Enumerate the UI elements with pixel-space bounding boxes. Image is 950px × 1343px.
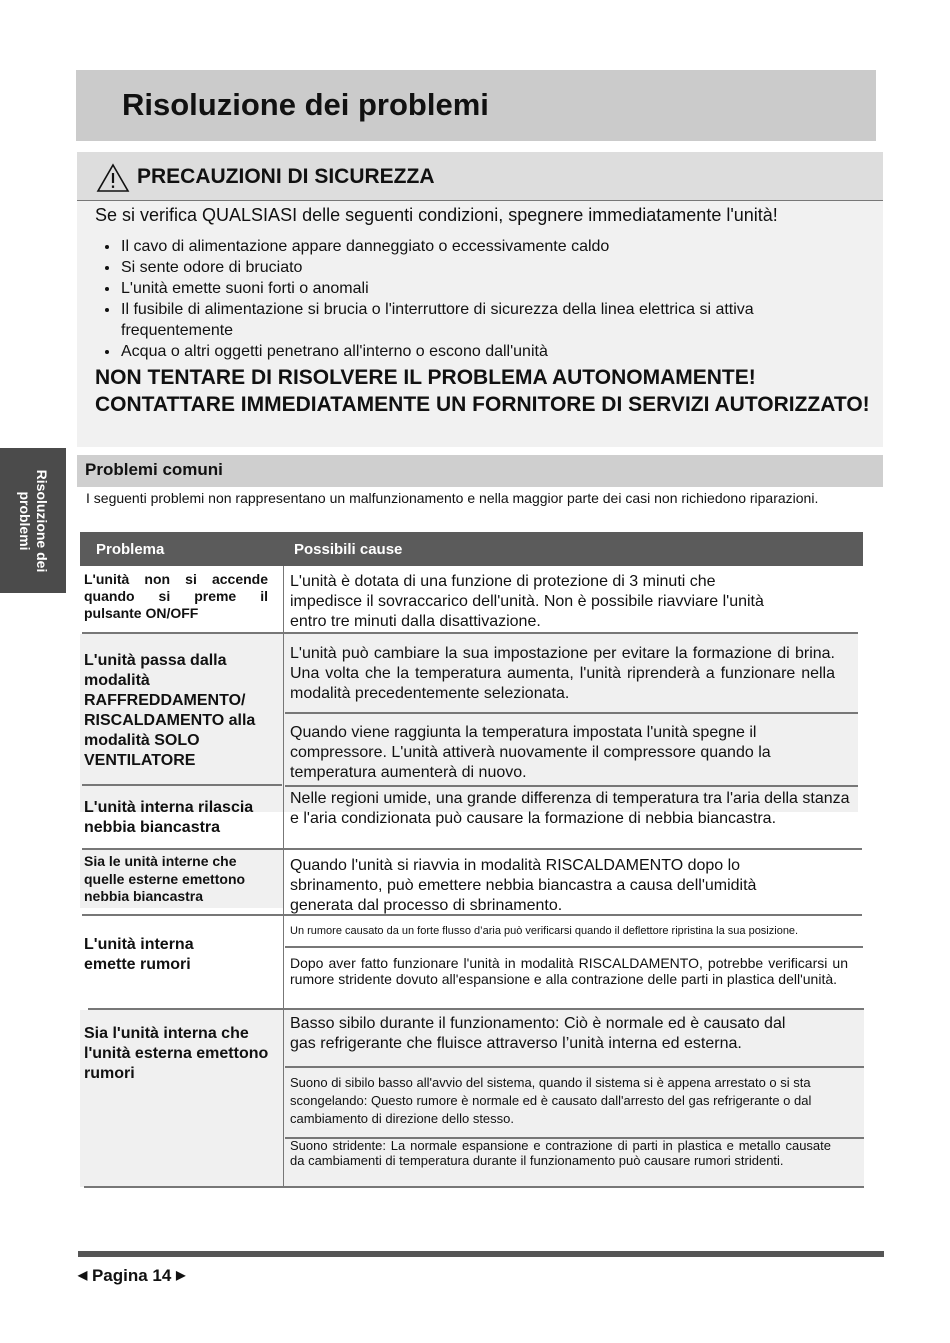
table-rule xyxy=(84,1186,864,1188)
table-rule xyxy=(82,632,858,634)
table-rule xyxy=(285,712,858,714)
problem-cell: Sia le unità interne che quelle esterne emettono nebbia biancastra xyxy=(84,853,246,904)
cause-cell: Suono di sibilo basso all'avvio del sistema, quando il sistema si è appena arrestato o si sta scongelando: Questo rumore è normale ed è causato dall'arresto del gas refrigerante o dal cambiamento di direzione dello stesso. xyxy=(290,1075,812,1126)
cause-cell: Suono stridente: La normale espansione e contrazione di parti in plastica e metallo causate da cambiamenti di temperatura durante il funzionamento può causare rumori stridenti. xyxy=(290,1138,831,1168)
table-rule xyxy=(82,848,862,850)
list-item: • L'unità emette suoni forti o anomali xyxy=(120,278,860,299)
problem-cell: L'unità passa dalla modalità RAFFREDDAMENTO/ RISCALDAMENTO alla modalità SOLO VENTILATORE xyxy=(84,652,256,769)
list-item: • Si sente odore di bruciato xyxy=(120,257,860,278)
table-rule xyxy=(285,1066,864,1068)
column-header-causes: Possibili cause xyxy=(294,541,403,558)
problem-cell: L'unità non si accende quando si preme il pulsante ON/OFF xyxy=(84,571,268,621)
page-number-label: Pagina 14 xyxy=(91,1266,172,1285)
page-title: Risoluzione dei problemi xyxy=(122,87,489,122)
problem-cell: L'unità interna emette rumori xyxy=(84,936,194,973)
next-page-icon[interactable]: ▶ xyxy=(176,1268,186,1282)
title-bar xyxy=(76,70,876,141)
table-rule xyxy=(82,784,282,786)
problem-cell: L'unità interna rilascia nebbia biancastra xyxy=(84,799,254,836)
column-header-problem: Problema xyxy=(96,541,165,558)
warning-icon xyxy=(96,163,130,193)
cause-cell: Basso sibilo durante il funzionamento: Ciò è normale ed è causato dal gas refrigerante che fluisce attraverso l’unità interna ed esterna. xyxy=(290,1015,786,1052)
common-problems-intro: I seguenti problemi non rappresentano un malfunzionamento e nella maggior parte dei casi non richiedono riparazioni. xyxy=(86,490,819,506)
cause-cell: L'unità può cambiare la sua impostazione per evitare la formazione di brina. Una volta che la temperatura aumenta, l'unità riprenderà a funzionare nella modalità precedentemente selezionata. xyxy=(290,645,835,702)
cause-cell: Dopo aver fatto funzionare l'unità in modalità RISCALDAMENTO, potrebbe verificarsi un rumore stridente dovuto all'espansione e alla contrazione delle parti in plastica dell'unità. xyxy=(290,955,848,987)
side-section-tab xyxy=(0,448,66,593)
cause-cell: Quando viene raggiunta la temperatura impostata l'unità spegne il compressore. L'unità attiverà nuovamente il compressore quando la temperatura aumenterà di nuovo. xyxy=(290,724,771,781)
table-rule xyxy=(285,785,858,787)
cause-cell: Quando l'unità si riavvia in modalità RISCALDAMENTO dopo lo sbrinamento, può emettere nebbia biancastra a causa dell'umidità generata dal processo di sbrinamento. xyxy=(290,857,757,914)
cause-cell: Un rumore causato da un forte flusso d’aria può verificarsi quando il deflettore ripristina la sua posizione. xyxy=(290,925,799,937)
common-problems-heading-bar xyxy=(77,455,883,487)
cause-cell: L'unità è dotata di una funzione di protezione di 3 minuti che impedisce il sovraccarico dell'unità. Non è possibile riavviare l'unità entro tre minuti dalla disattivazione. xyxy=(290,573,764,630)
safety-heading: PRECAUZIONI DI SICUREZZA xyxy=(137,165,435,188)
side-tab-label: Risoluzione dei problemi xyxy=(17,469,50,572)
safety-alert: NON TENTARE DI RISOLVERE IL PROBLEMA AUTONOMAMENTE! CONTATTARE IMMEDIATAMENTE UN FORNITORE DI SERVIZI AUTORIZZATO! xyxy=(95,366,870,416)
list-item: • Acqua o altri oggetti penetrano all'interno o escono dall'unità xyxy=(120,341,860,362)
problem-cell: Sia l'unità interna che l'unità esterna emettono rumori xyxy=(84,1025,269,1082)
table-rule xyxy=(88,1008,864,1010)
safety-heading-bar xyxy=(77,152,883,201)
cause-cell: Nelle regioni umide, una grande differenza di temperatura tra l'aria della stanza e l'aria condizionata può causare la formazione di nebbia biancastra. xyxy=(290,790,850,827)
safety-precautions-box xyxy=(77,152,883,447)
table-column-divider xyxy=(283,566,284,1188)
table-rule xyxy=(285,946,863,948)
common-problems-heading: Problemi comuni xyxy=(85,460,223,479)
safety-conditions-list xyxy=(100,236,860,362)
footer-rule xyxy=(78,1251,884,1257)
page-number xyxy=(78,1266,185,1286)
list-item: • Il cavo di alimentazione appare danneggiato o eccessivamente caldo xyxy=(120,236,860,257)
table-header xyxy=(80,532,863,566)
safety-intro: Se si verifica QUALSIASI delle seguenti condizioni, spegnere immediatamente l'unità! xyxy=(95,205,778,225)
list-item: • Il fusibile di alimentazione si brucia o l'interruttore di sicurezza della linea elettrica si attiva frequentemente xyxy=(120,299,860,341)
previous-page-icon[interactable]: ◀ xyxy=(78,1268,88,1282)
